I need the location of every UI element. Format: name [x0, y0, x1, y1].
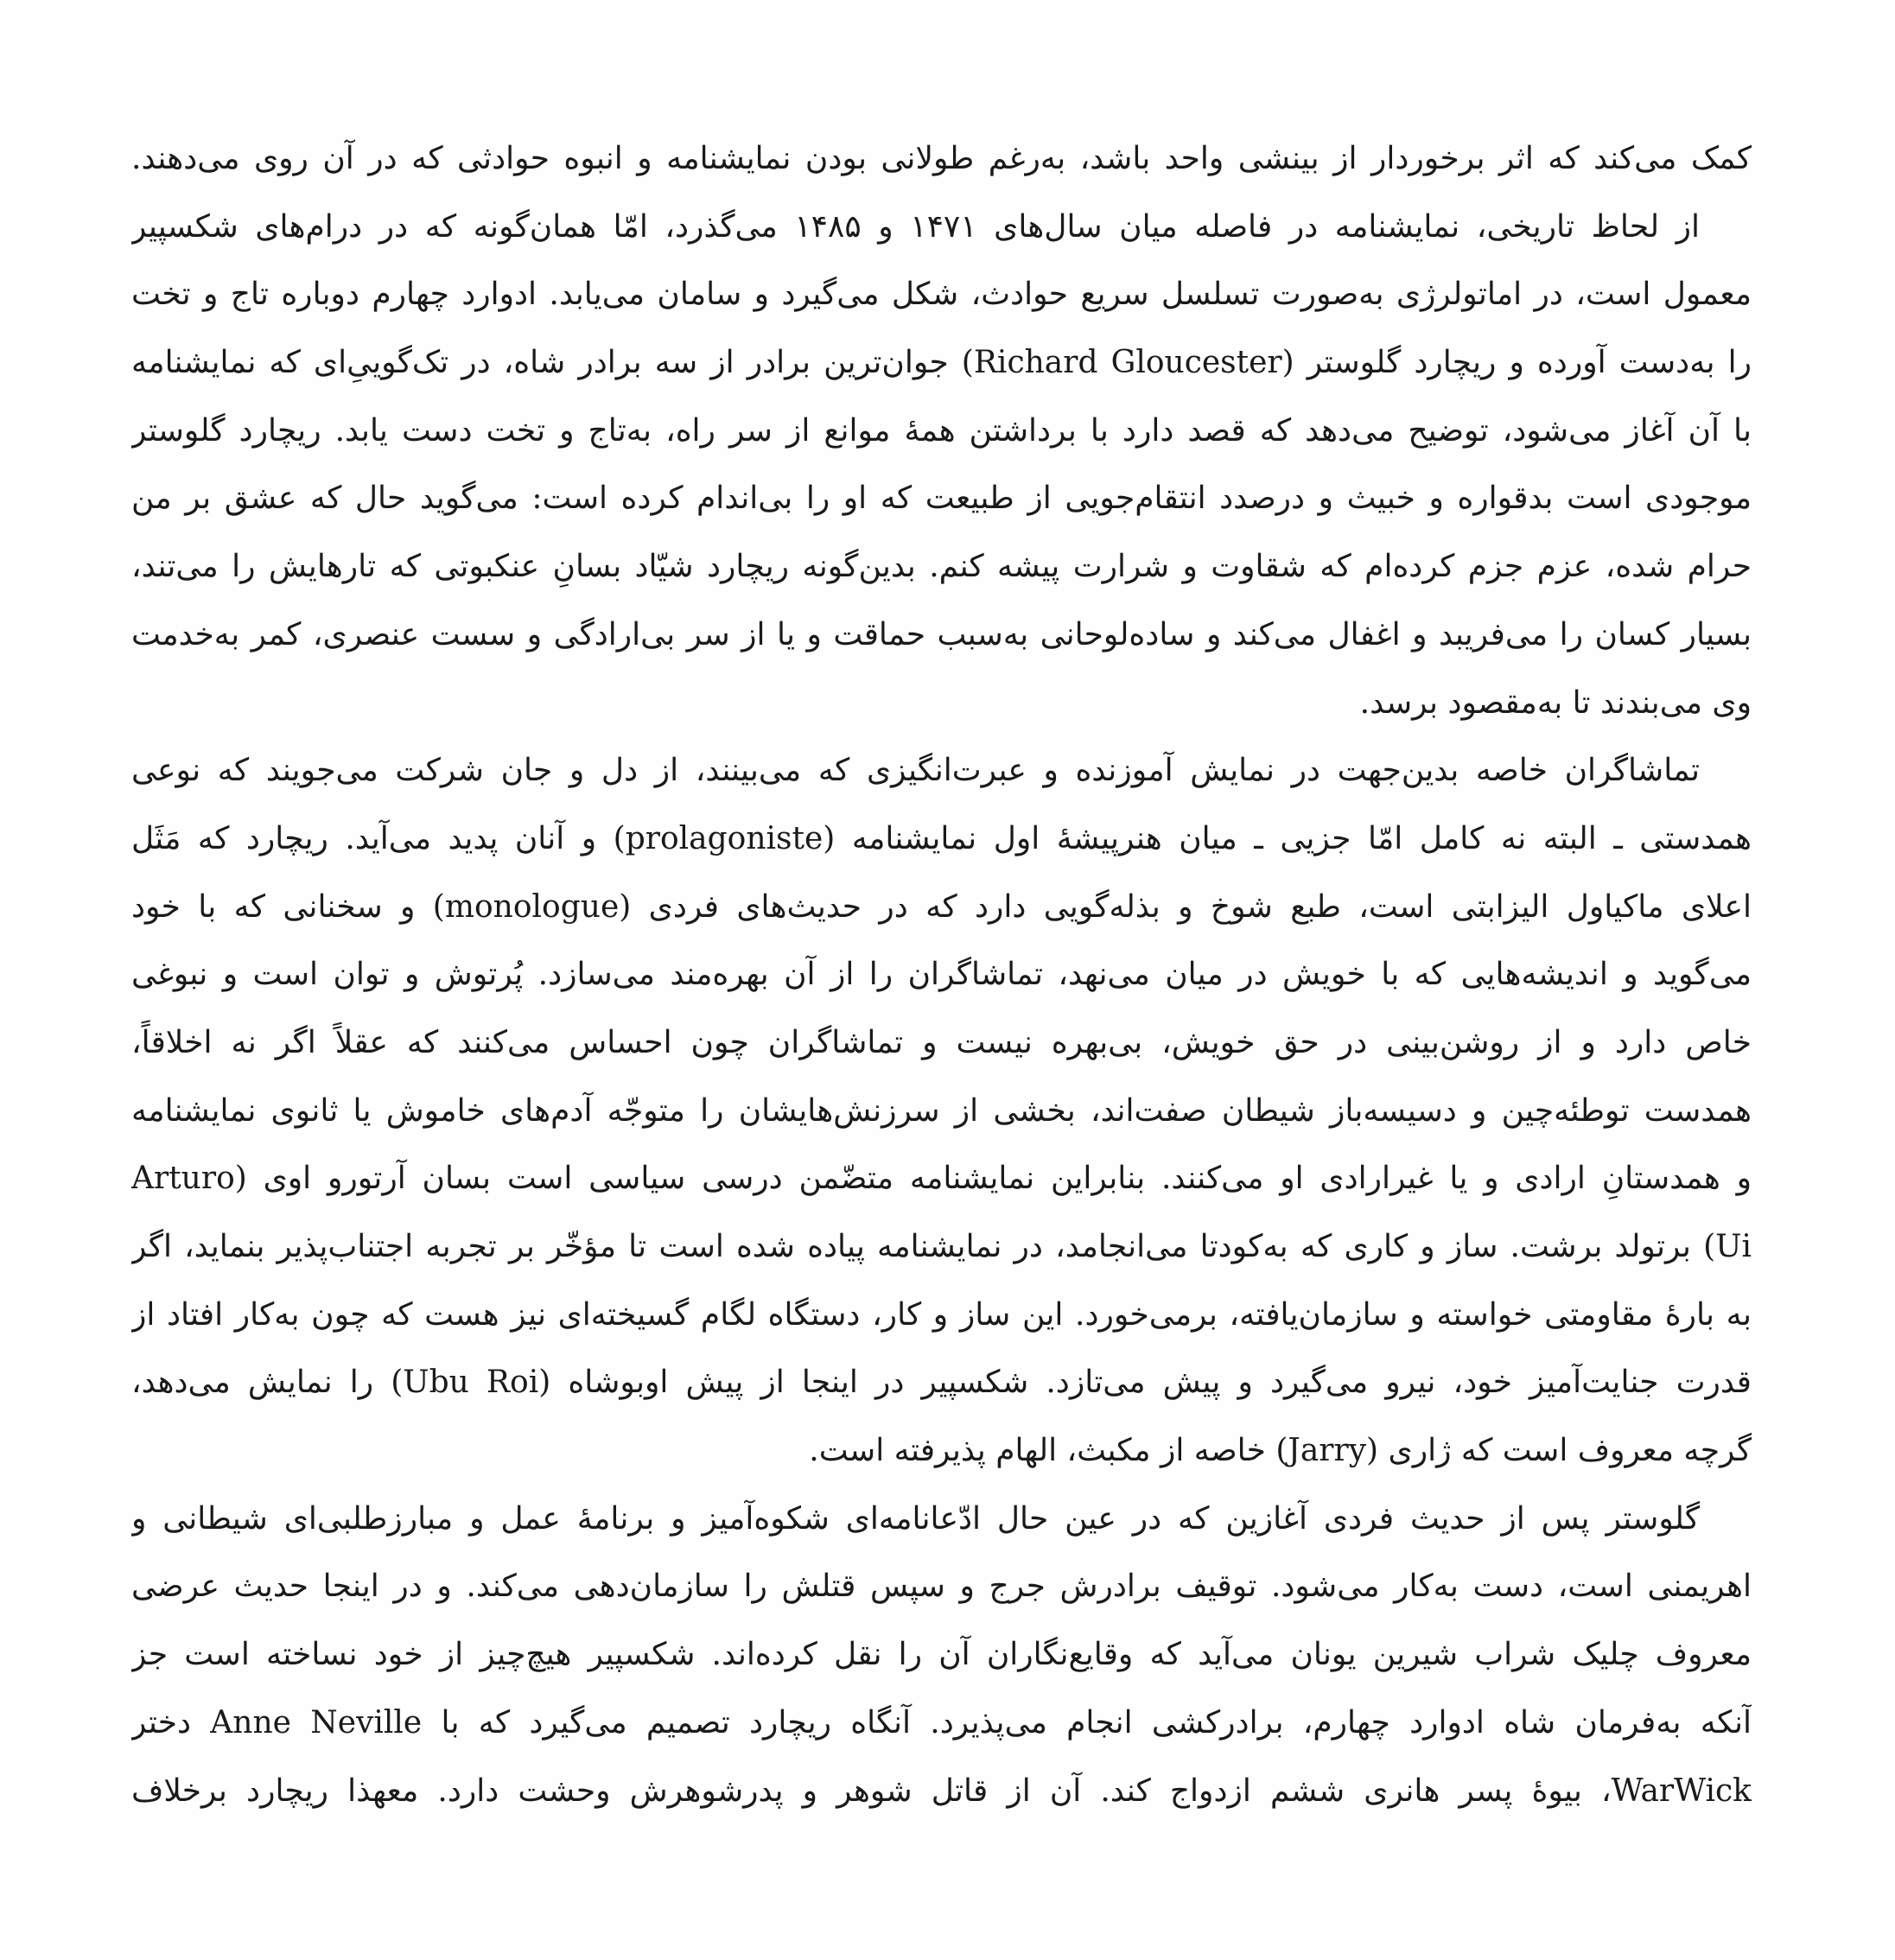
- text-line: قدرت جنایت‌آمیز خود، نیرو می‌گیرد و پیش می‌تازد. شکسپیر در اینجا از پیش اوبوشاه (Ubu Roi) را نمایش می‌دهد،: [131, 1365, 1752, 1401]
- text-line: می‌گوید و اندیشه‌هایی که با خویش در میان می‌نهد، تماشاگران را از آن بهره‌مند می‌سازد. پُرتوش و توان است و نبوغی: [131, 957, 1752, 993]
- text-line: معمول است، در اماتولرژی به‌صورت تسلسل سریع حوادث، شکل می‌گیرد و سامان می‌یابد. ادوارد چهارم دوباره تاج و تخت: [131, 277, 1752, 313]
- text-line: آنکه به‌فرمان شاه ادوارد چهارم، برادرکشی انجام می‌پذیرد. آنگاه ریچارد تصمیم می‌گیرد که با Anne Neville دختر: [131, 1704, 1752, 1740]
- text-line: با آن آغاز می‌شود، توضیح می‌دهد که قصد دارد با برداشتن همهٔ موانع از سر راه، به‌تاج و تخت دست یابد. ریچارد گلوستر: [131, 412, 1752, 449]
- text-line: همدست توطئه‌چین و دسیسه‌باز شیطان صفت‌اند، بخشی از سرزنش‌هایشان را متوجّه آدم‌های خاموش یا ثانوی نمایشنامه: [131, 1092, 1752, 1129]
- text-line: اهریمنی است، دست به‌کار می‌شود. توقیف برادرش جرج و سپس قتلش را سازمان‌دهی می‌کند. و در اینجا حدیث عرضی: [131, 1569, 1752, 1605]
- text-line: معروف چلیک شراب شیرین یونان می‌آید که وقایع‌نگاران آن را نقل کرده‌اند. شکسپیر هیچ‌چیز از خود نساخته است جز: [131, 1637, 1752, 1673]
- text-line: کمک می‌کند که اثر برخوردار از بینشی واحد باشد، به‌رغم طولانی بودن نمایشنامه و انبوه حوادثی که در آن روی می‌دهند.: [131, 141, 1752, 176]
- text-line: موجودی است بدقواره و خبیث و درصدد انتقام‌جویی از طبیعت که او را بی‌اندام کرده است: می‌گوید حال که عشق بر من: [131, 480, 1752, 517]
- text-line: WarWick، بیوهٔ پسر هانری ششم ازدواج کند. آن از قاتل شوهر و پدرشوهرش وحشت دارد. معهذا ریچارد برخلاف: [131, 1772, 1752, 1809]
- text-line: همدستی ـ البته نه کامل امّا جزیی ـ میان هنرپیشهٔ اول نمایشنامه (prolagoniste) و آنان پدید می‌آید. ریچارد که مَثَل: [131, 820, 1752, 856]
- text-line: را به‌دست آورده و ریچارد گلوستر (Richard Gloucester) جوان‌ترین برادر از سه برادر شاه، در تک‌گوییِ‌ای که نمایشنامه: [131, 345, 1752, 381]
- text-line: گلوستر پس از حدیث فردی آغازین که در عین حال ادّعانامه‌ای شکوه‌آمیز و برنامهٔ عمل و مبارزطلبی‌ای شیطانی و: [131, 1500, 1700, 1537]
- text-line: و همدستانِ ارادی و یا غیرارادی او می‌کنند. بنابراین نمایشنامه متضّمن درسی سیاسی است بسان آرتورو اوی (Arturo: [131, 1161, 1752, 1197]
- text-line: گرچه معروف است که ژاری (Jarry) خاصه از مکبث، الهام پذیرفته است.: [809, 1433, 1752, 1469]
- text-line: به بارهٔ مقاومتی خواسته و سازمان‌یافته، برمی‌خورد. این ساز و کار، دستگاه لگام گسیخته‌ای نیز هست که چون به‌کار افتاد از: [131, 1296, 1752, 1333]
- body-text: [131, 125, 1752, 1825]
- text-line: وی می‌بندند تا به‌مقصود برسد.: [1359, 684, 1752, 721]
- text-line: خاص دارد و از روشن‌بینی در حق خویش، بی‌بهره نیست و تماشاگران چون احساس می‌کنند که عقلاً اگر نه اخلاقاً،: [131, 1024, 1752, 1060]
- text-line: از لحاظ تاریخی، نمایشنامه در فاصله میان سال‌های ۱۴۷۱ و ۱۴۸۵ می‌گذرد، امّا همان‌گونه که در درام‌های شکسپیر: [131, 208, 1700, 245]
- text-line: حرام شده، عزم جزم کرده‌ام که شقاوت و شرارت پیشه کنم. بدین‌گونه ریچارد شیّاد بسانِ عنکبوتی که تارهایش را می‌تند،: [131, 549, 1752, 585]
- text-line: Ui) برتولد برشت. ساز و کاری که به‌کودتا می‌انجامد، در نمایشنامه پیاده شده است تا مؤخّر بر تجربه اجتناب‌پذیر بنماید، اگر: [131, 1229, 1752, 1264]
- text-line: بسیار کسان را می‌فریبد و اغفال می‌کند و ساده‌لوحانی به‌سبب حماقت و یا از سر بی‌ارادگی و سست عنصری، کمر به‌خدمت: [131, 616, 1752, 652]
- text-line: اعلای ماکیاول الیزابتی است، طبع شوخ و بذله‌گویی دارد که در حدیث‌های فردی (monologue) و سخنانی که با خود: [131, 888, 1752, 925]
- text-line: تماشاگران خاصه بدین‌جهت در نمایش آموزنده و عبرت‌انگیزی که می‌بینند، از دل و جان شرکت می‌جویند که نوعی: [131, 753, 1700, 789]
